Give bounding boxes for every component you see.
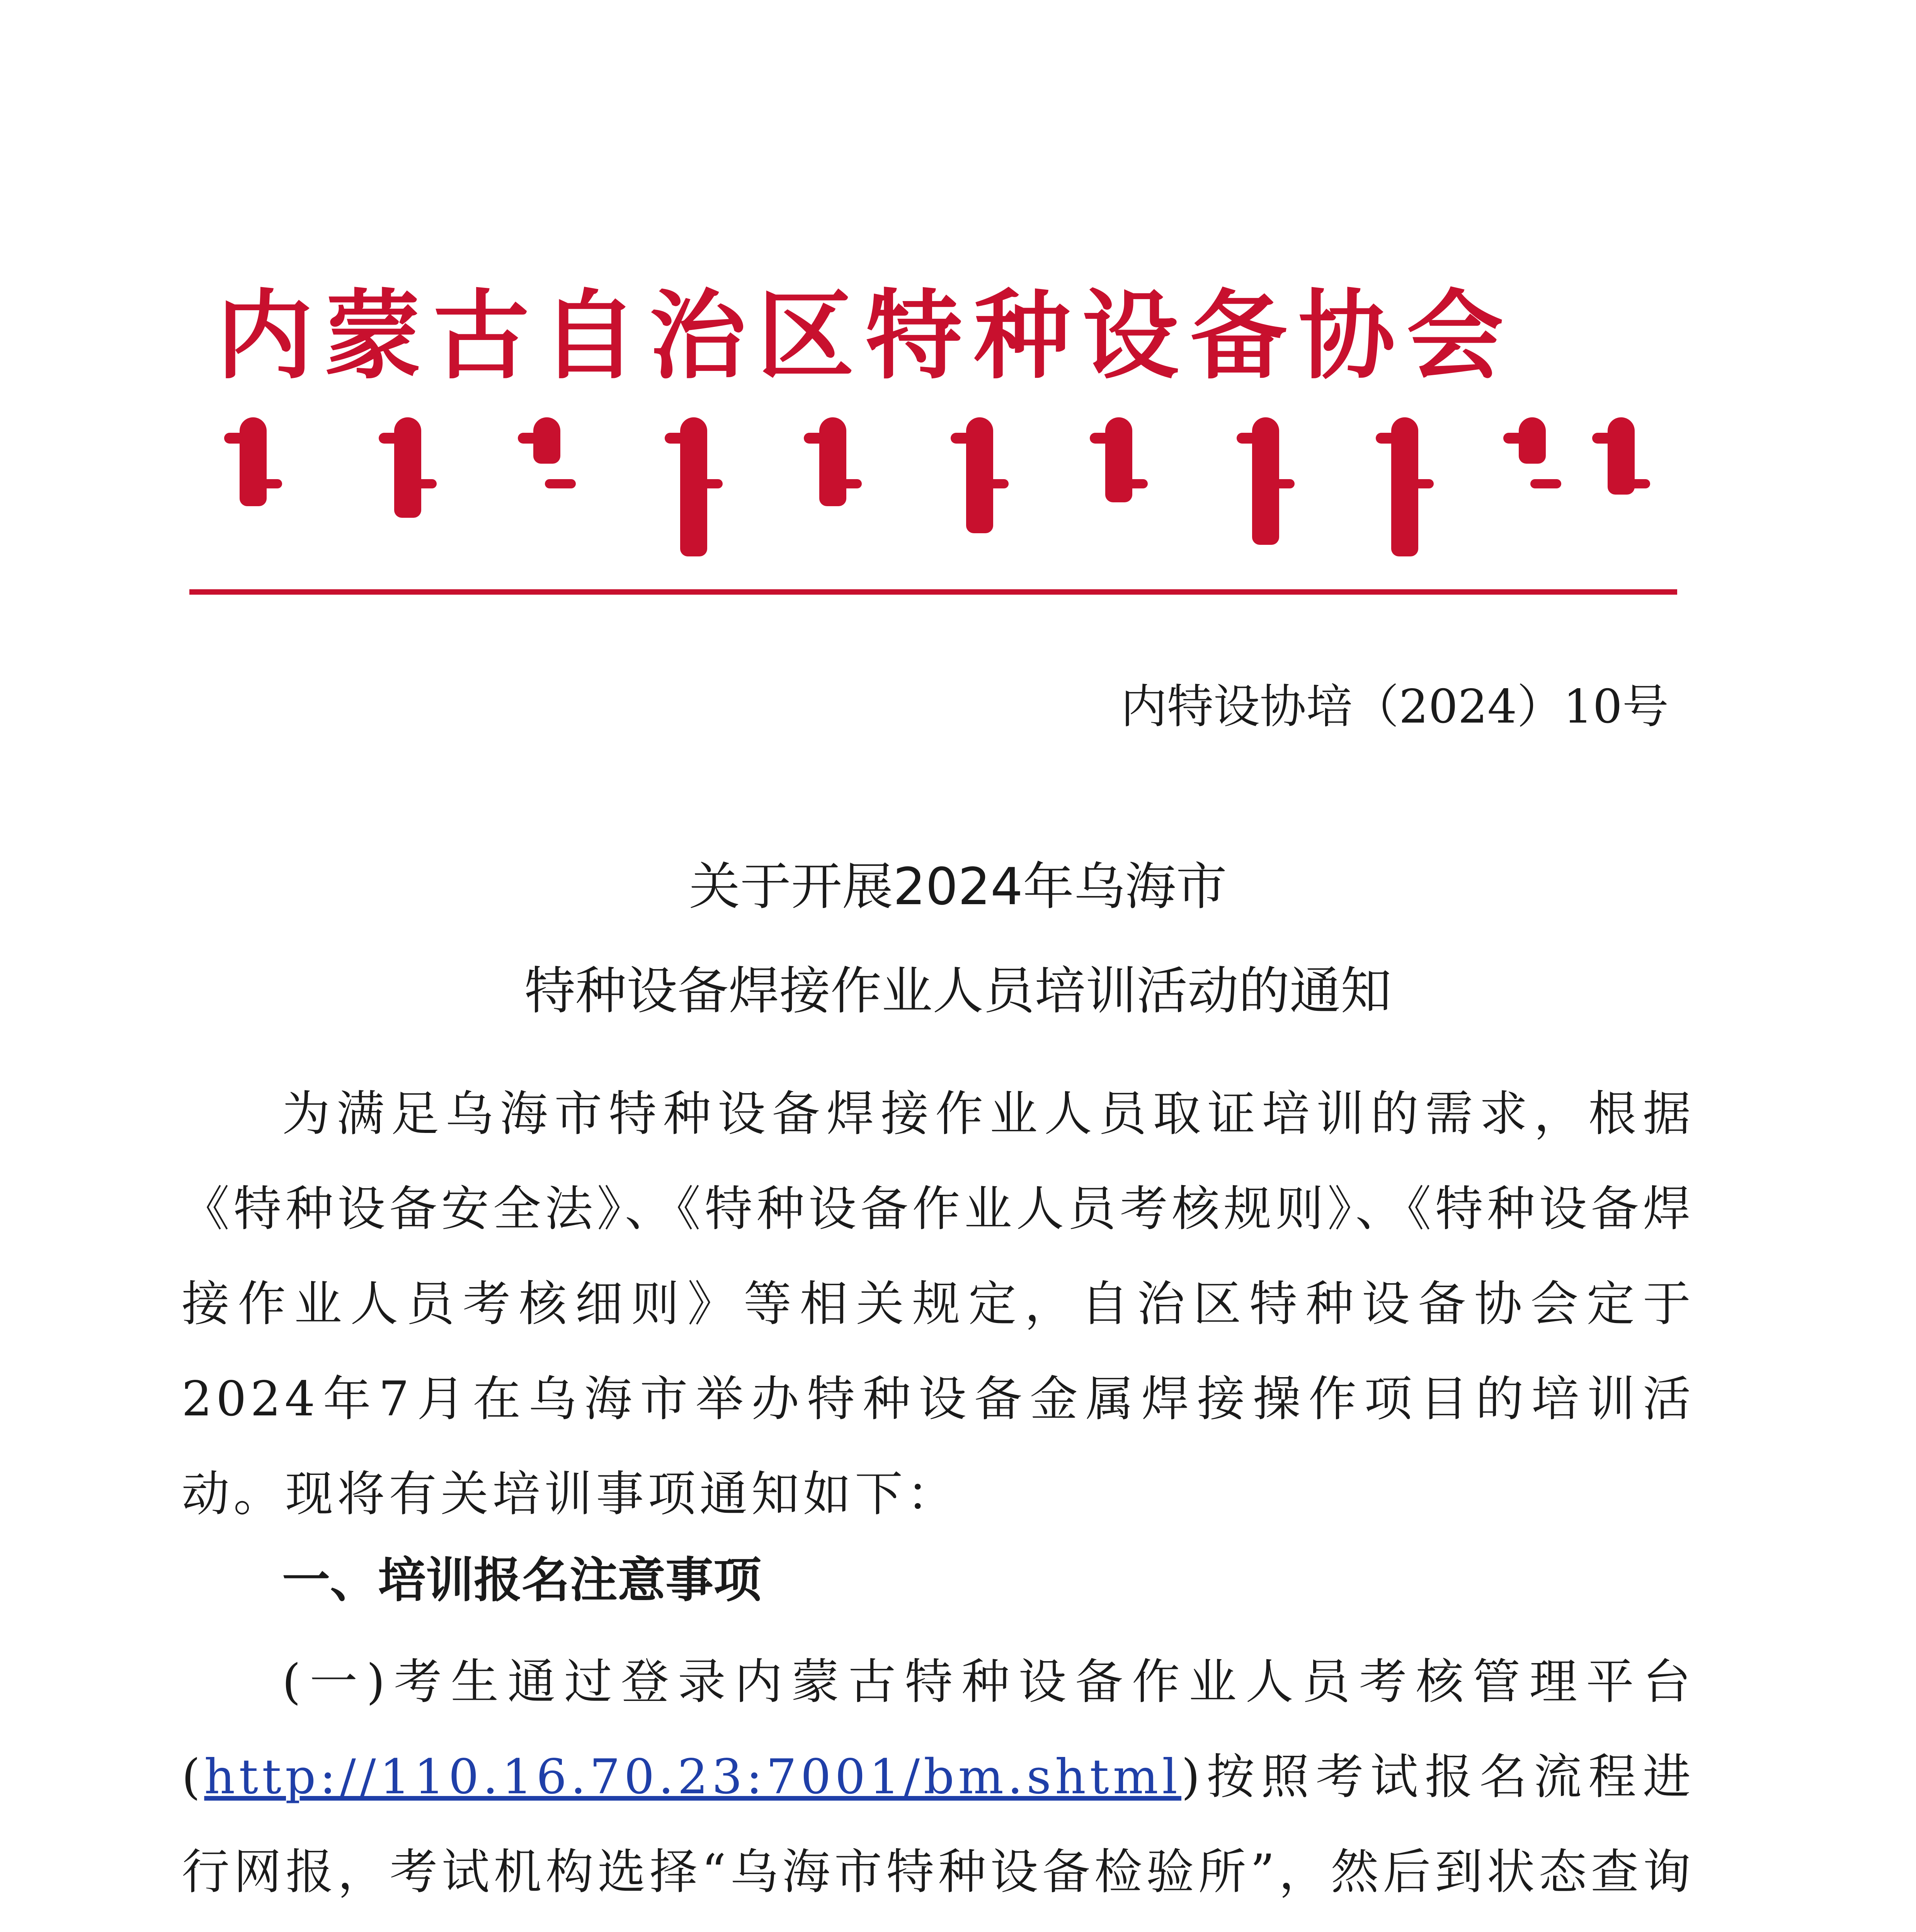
item-1-prefix: (一)考生通过登录内蒙古特种设备作业人员考核管理平台( bbox=[182, 1654, 1695, 1805]
org-name-header: 内蒙古自治区特种设备协会 bbox=[216, 280, 1515, 392]
platform-link[interactable]: http://110.16.70.23:7001/bm.shtml bbox=[204, 1749, 1181, 1805]
item-1-paragraph bbox=[182, 1634, 1695, 1932]
header-divider bbox=[189, 589, 1677, 595]
section-heading: 一、培训报名注意事项 bbox=[282, 1553, 762, 1608]
intro-paragraph: 为满足乌海市特种设备焊接作业人员取证培训的需求，根据《特种设备安全法》、《特种设备作业人员考核规则》、《特种设备焊接作业人员考核细则》等相关规定，自治区特种设备协会定于2024年7月在乌海市举办特种设备金属焊接操作项目的培训活动。现将有关培训事项通知如下： bbox=[182, 1086, 1695, 1522]
mongolian-script-logo bbox=[232, 417, 1642, 564]
document-title-line-2: 特种设备焊接作业人员培训活动的通知 bbox=[524, 961, 1392, 1021]
document-title-line-1: 关于开展2024年乌海市 bbox=[689, 857, 1227, 917]
document-number: 内特设协培（2024）10号 bbox=[1120, 680, 1669, 734]
item-1-suffix: )按照考试报名流程进行网报，考试机构选择“乌海市特种设备检验所”，然后到状态查询 bbox=[182, 1749, 1695, 1900]
